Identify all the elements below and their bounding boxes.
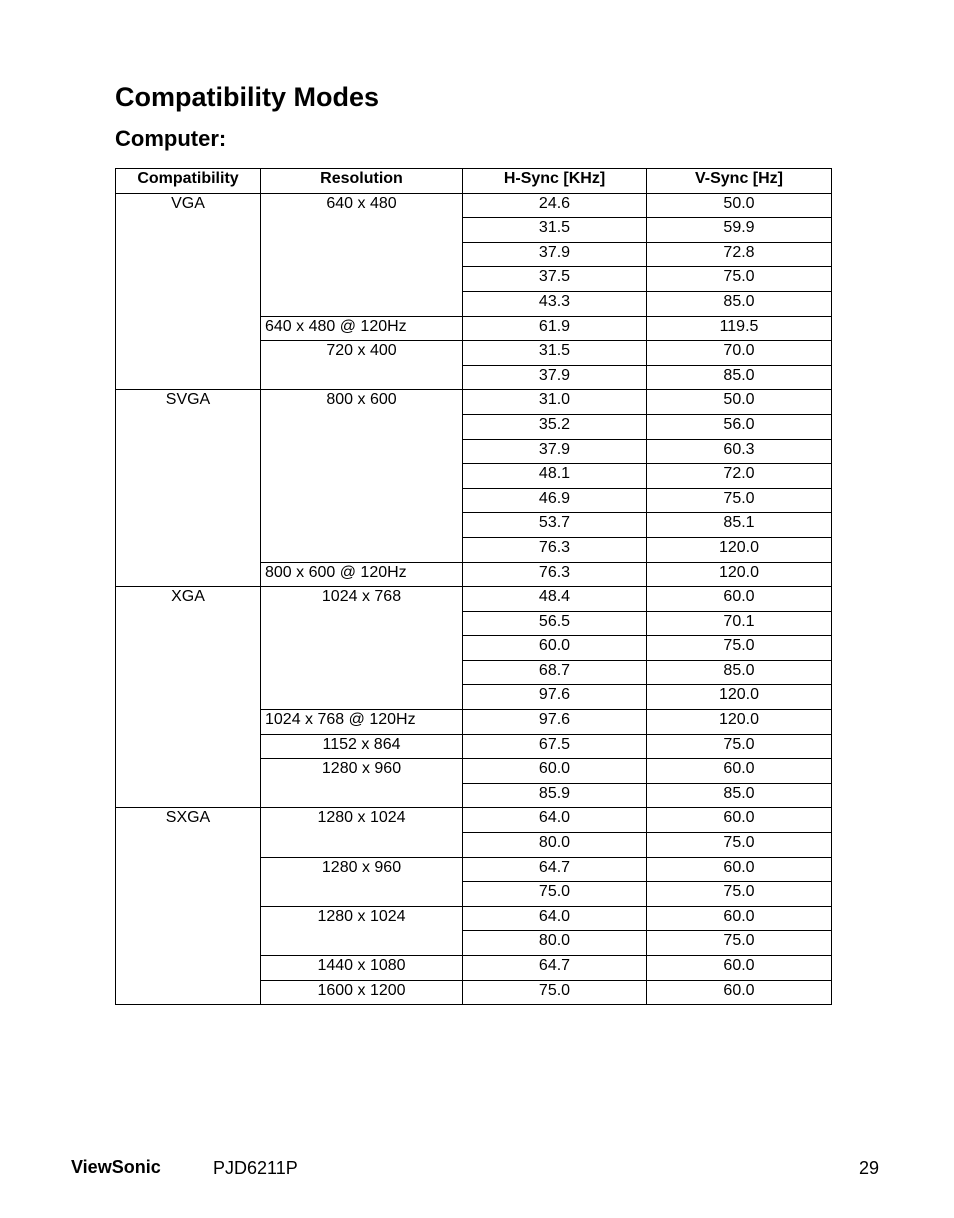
vsync-cell: 85.0 xyxy=(647,365,832,390)
compatibility-cell: VGA xyxy=(116,193,261,390)
resolution-cell: 1024 x 768 xyxy=(261,587,463,710)
header-resolution: Resolution xyxy=(261,169,463,194)
hsync-cell: 56.5 xyxy=(463,611,647,636)
hsync-cell: 67.5 xyxy=(463,734,647,759)
vsync-cell: 60.0 xyxy=(647,956,832,981)
resolution-cell: 1280 x 960 xyxy=(261,857,463,906)
footer-page-number: 29 xyxy=(859,1158,880,1178)
vsync-cell: 75.0 xyxy=(647,833,832,858)
vsync-cell: 70.1 xyxy=(647,611,832,636)
hsync-cell: 48.4 xyxy=(463,587,647,612)
vsync-cell: 60.0 xyxy=(647,808,832,833)
resolution-cell: 1280 x 1024 xyxy=(261,808,463,857)
hsync-cell: 80.0 xyxy=(463,833,647,858)
header-hsync: H-Sync [KHz] xyxy=(463,169,647,194)
hsync-cell: 64.7 xyxy=(463,956,647,981)
resolution-cell: 1280 x 1024 xyxy=(261,906,463,955)
hsync-cell: 31.5 xyxy=(463,341,647,366)
hsync-cell: 37.9 xyxy=(463,365,647,390)
hsync-cell: 37.9 xyxy=(463,439,647,464)
hsync-cell: 24.6 xyxy=(463,193,647,218)
hsync-cell: 37.5 xyxy=(463,267,647,292)
hsync-cell: 60.0 xyxy=(463,759,647,784)
vsync-cell: 72.8 xyxy=(647,242,832,267)
table-row xyxy=(116,193,832,218)
hsync-cell: 97.6 xyxy=(463,710,647,735)
compatibility-cell: XGA xyxy=(116,587,261,808)
table-row xyxy=(116,587,832,612)
table-header-row xyxy=(116,169,832,194)
hsync-cell: 61.9 xyxy=(463,316,647,341)
vsync-cell: 85.0 xyxy=(647,783,832,808)
footer-model: PJD6211P xyxy=(213,1158,298,1178)
resolution-cell: 800 x 600 @ 120Hz xyxy=(261,562,463,587)
hsync-cell: 48.1 xyxy=(463,464,647,489)
resolution-cell: 800 x 600 xyxy=(261,390,463,562)
hsync-cell: 46.9 xyxy=(463,488,647,513)
hsync-cell: 31.5 xyxy=(463,218,647,243)
footer-brand: ViewSonic xyxy=(71,1157,161,1177)
resolution-cell: 1024 x 768 @ 120Hz xyxy=(261,710,463,735)
compatibility-cell: SXGA xyxy=(116,808,261,1005)
hsync-cell: 64.7 xyxy=(463,857,647,882)
vsync-cell: 75.0 xyxy=(647,882,832,907)
vsync-cell: 70.0 xyxy=(647,341,832,366)
vsync-cell: 85.1 xyxy=(647,513,832,538)
hsync-cell: 60.0 xyxy=(463,636,647,661)
vsync-cell: 75.0 xyxy=(647,267,832,292)
hsync-cell: 76.3 xyxy=(463,537,647,562)
hsync-cell: 68.7 xyxy=(463,660,647,685)
resolution-cell: 1600 x 1200 xyxy=(261,980,463,1005)
table-row xyxy=(116,390,832,415)
section-subtitle: Computer: xyxy=(115,126,227,151)
vsync-cell: 60.3 xyxy=(647,439,832,464)
vsync-cell: 119.5 xyxy=(647,316,832,341)
vsync-cell: 75.0 xyxy=(647,734,832,759)
vsync-cell: 56.0 xyxy=(647,414,832,439)
vsync-cell: 60.0 xyxy=(647,587,832,612)
vsync-cell: 72.0 xyxy=(647,464,832,489)
page-title: Compatibility Modes xyxy=(115,82,380,112)
vsync-cell: 120.0 xyxy=(647,562,832,587)
hsync-cell: 31.0 xyxy=(463,390,647,415)
hsync-cell: 97.6 xyxy=(463,685,647,710)
hsync-cell: 37.9 xyxy=(463,242,647,267)
hsync-cell: 80.0 xyxy=(463,931,647,956)
hsync-cell: 64.0 xyxy=(463,906,647,931)
hsync-cell: 76.3 xyxy=(463,562,647,587)
resolution-cell: 1440 x 1080 xyxy=(261,956,463,981)
vsync-cell: 85.0 xyxy=(647,660,832,685)
hsync-cell: 53.7 xyxy=(463,513,647,538)
vsync-cell: 120.0 xyxy=(647,685,832,710)
table-row xyxy=(116,808,832,833)
resolution-cell: 1280 x 960 xyxy=(261,759,463,808)
vsync-cell: 85.0 xyxy=(647,291,832,316)
vsync-cell: 75.0 xyxy=(647,488,832,513)
hsync-cell: 64.0 xyxy=(463,808,647,833)
vsync-cell: 60.0 xyxy=(647,857,832,882)
vsync-cell: 59.9 xyxy=(647,218,832,243)
hsync-cell: 85.9 xyxy=(463,783,647,808)
vsync-cell: 120.0 xyxy=(647,537,832,562)
hsync-cell: 75.0 xyxy=(463,882,647,907)
hsync-cell: 75.0 xyxy=(463,980,647,1005)
compatibility-cell: SVGA xyxy=(116,390,261,587)
resolution-cell: 1152 x 864 xyxy=(261,734,463,759)
resolution-cell: 720 x 400 xyxy=(261,341,463,390)
hsync-cell: 43.3 xyxy=(463,291,647,316)
hsync-cell: 35.2 xyxy=(463,414,647,439)
vsync-cell: 60.0 xyxy=(647,759,832,784)
vsync-cell: 50.0 xyxy=(647,193,832,218)
vsync-cell: 120.0 xyxy=(647,710,832,735)
compatibility-table xyxy=(115,168,832,1005)
resolution-cell: 640 x 480 @ 120Hz xyxy=(261,316,463,341)
header-compatibility: Compatibility xyxy=(116,169,261,194)
vsync-cell: 75.0 xyxy=(647,931,832,956)
header-vsync: V-Sync [Hz] xyxy=(647,169,832,194)
vsync-cell: 75.0 xyxy=(647,636,832,661)
resolution-cell: 640 x 480 xyxy=(261,193,463,316)
vsync-cell: 60.0 xyxy=(647,980,832,1005)
vsync-cell: 60.0 xyxy=(647,906,832,931)
table-body xyxy=(116,193,832,1005)
vsync-cell: 50.0 xyxy=(647,390,832,415)
